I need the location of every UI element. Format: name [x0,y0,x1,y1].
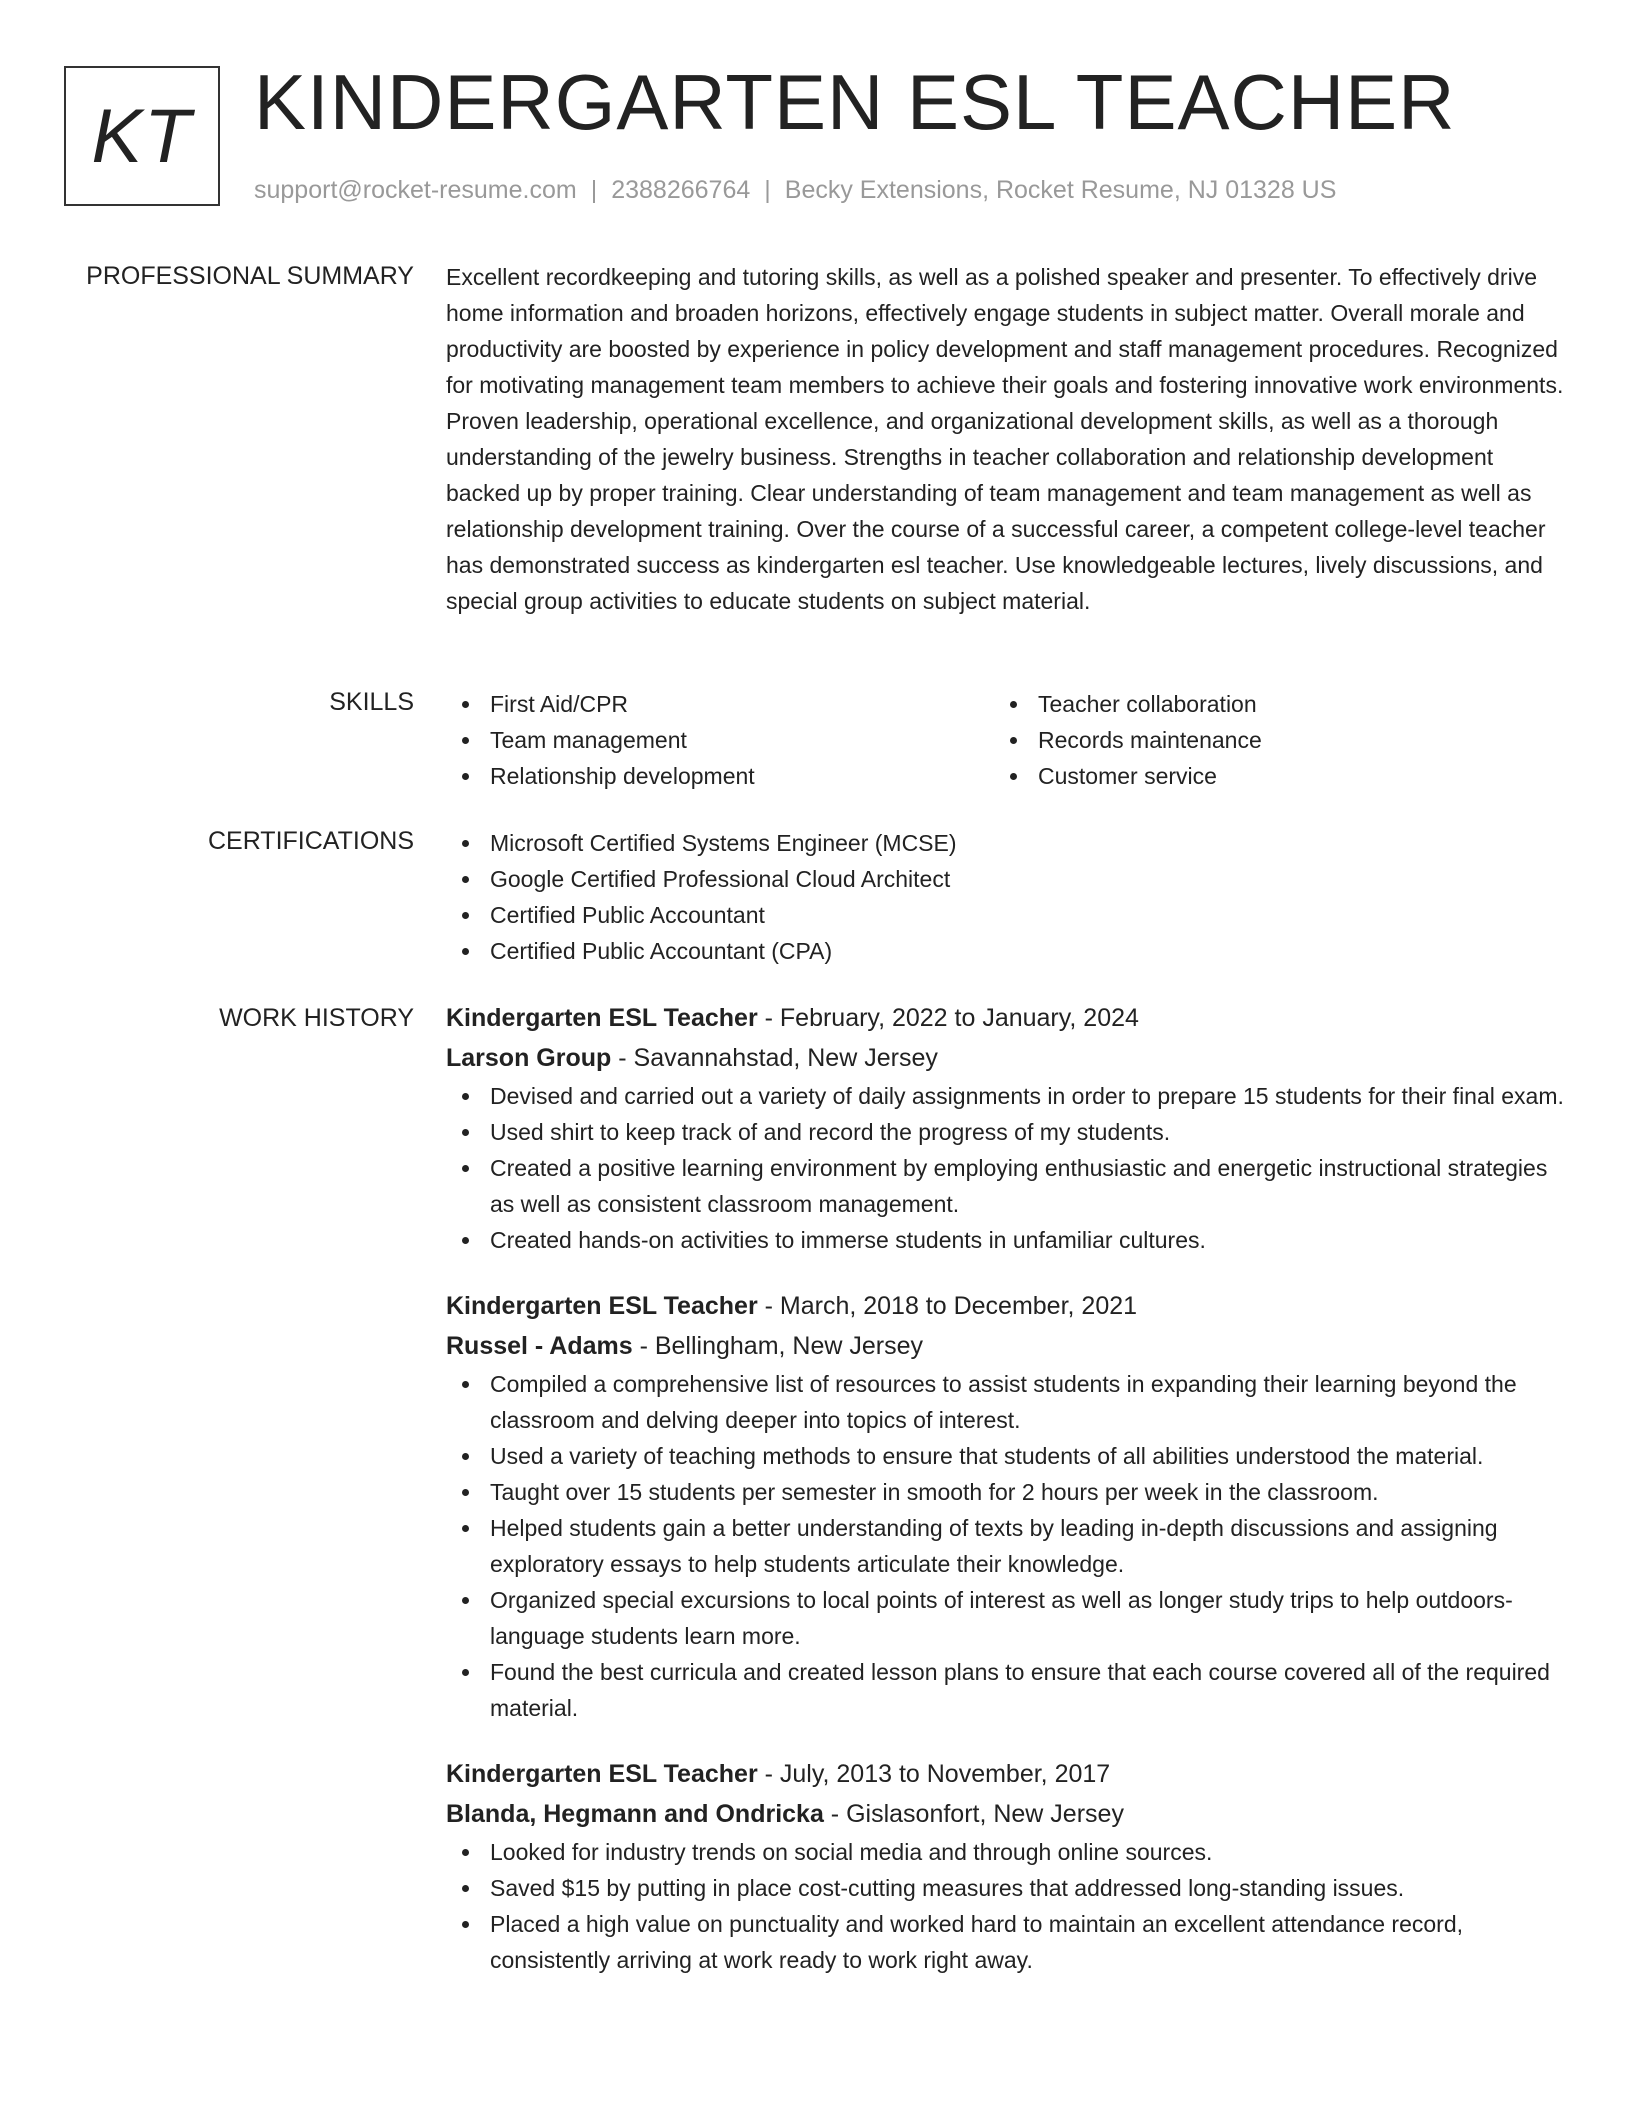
skill-item: First Aid/CPR [446,686,994,722]
certification-item: Google Certified Professional Cloud Architect [446,861,1566,897]
job-title-line [446,1286,1566,1326]
job-bullet: Compiled a comprehensive list of resources to assist students in expanding their learning beyond the classroom and delving deeper into topics of interest. [446,1366,1566,1438]
job-bullet: Placed a high value on punctuality and worked hard to maintain an excellent attendance record, consistently arriving at work ready to work right away. [446,1906,1566,1978]
job-dates: - March, 2018 to December, 2021 [757,1292,1138,1320]
job-bullet: Helped students gain a better understanding of texts by leading in-depth discussions and assigning exploratory essays to help students articulate their knowledge. [446,1510,1566,1582]
job-company: Russel - Adams [446,1332,633,1360]
contact-email[interactable]: support@rocket-resume.com [254,176,577,204]
job-bullet: Devised and carried out a variety of daily assignments in order to prepare 15 students for their final exam. [446,1078,1566,1114]
skill-item: Team management [446,722,994,758]
job-location: - Savannahstad, New Jersey [611,1044,938,1072]
job-bullet: Saved $15 by putting in place cost-cutting measures that addressed long-standing issues. [446,1870,1566,1906]
section-label-certifications: CERTIFICATIONS [207,827,414,855]
job-company-line [446,1326,1566,1366]
certification-item: Microsoft Certified Systems Engineer (MCSE) [446,825,1566,861]
job-title: Kindergarten ESL Teacher [446,1004,758,1032]
job-bullets [446,1078,1566,1258]
skill-item: Customer service [994,758,1542,794]
job-company-line [446,1038,1566,1078]
job-title: Kindergarten ESL Teacher [446,1292,758,1320]
section-label-work-history: WORK HISTORY [219,1004,414,1032]
job-bullet: Created a positive learning environment by employing enthusiastic and energetic instructional strategies as well as consistent classroom management. [446,1150,1566,1222]
skills-column-left [446,686,994,794]
job-company-line [446,1794,1566,1834]
job-entry [446,1754,1566,1978]
job-entry [446,998,1566,1258]
page-title: KINDERGARTEN ESL TEACHER [254,58,1456,146]
skill-item: Relationship development [446,758,994,794]
job-bullets [446,1834,1566,1978]
job-bullet: Used shirt to keep track of and record the progress of my students. [446,1114,1566,1150]
job-bullet: Taught over 15 students per semester in smooth for 2 hours per week in the classroom. [446,1474,1566,1510]
job-title-line [446,998,1566,1038]
certification-item: Certified Public Accountant (CPA) [446,933,1566,969]
job-title: Kindergarten ESL Teacher [446,1760,758,1788]
job-title-line [446,1754,1566,1794]
contact-phone[interactable]: 2388266764 [611,176,751,204]
contact-separator: | [764,176,771,204]
skill-item: Records maintenance [994,722,1542,758]
job-bullet: Found the best curricula and created lesson plans to ensure that each course covered all of the required material. [446,1654,1566,1726]
job-bullet: Looked for industry trends on social media and through online sources. [446,1834,1566,1870]
section-label-summary: PROFESSIONAL SUMMARY [86,262,414,290]
monogram-logo: KT [64,66,220,206]
job-company: Larson Group [446,1044,612,1072]
skills-list [446,686,1566,794]
job-bullet: Organized special excursions to local points of interest as well as longer study trips to help outdoors-language students learn more. [446,1582,1566,1654]
job-bullet: Created hands-on activities to immerse students in unfamiliar cultures. [446,1222,1566,1258]
summary-text: Excellent recordkeeping and tutoring skills, as well as a polished speaker and presenter. To effectively drive home information and broaden horizons, effectively engage students in subject matter. Overall morale and productivity are boosted by experience in policy development and staff management procedures. Recognized for motivating management team members to achieve their goals and fostering innovative work environments. Proven leadership, operational excellence, and organizational development skills, as well as a thorough understanding of the jewelry business. Strengths in teacher collaboration and relationship development backed up by proper training. Clear understanding of team management and team management as well as relationship development training. Over the course of a successful career, a competent college-level teacher has demonstrated success as kindergarten esl teacher. Use knowledgeable lectures, lively discussions, and special group activities to educate students on subject material. [446,264,1564,614]
section-label-skills: SKILLS [329,688,414,716]
job-bullet: Used a variety of teaching methods to ensure that students of all abilities understood the material. [446,1438,1566,1474]
contact-separator: | [590,176,598,204]
skill-item: Teacher collaboration [994,686,1542,722]
job-company: Blanda, Hegmann and Ondricka [446,1800,824,1828]
certification-item: Certified Public Accountant [446,897,1566,933]
job-location: - Gislasonfort, New Jersey [823,1800,1124,1828]
job-dates: - February, 2022 to January, 2024 [757,1004,1139,1032]
job-location: - Bellingham, New Jersey [632,1332,924,1360]
contact-info [254,174,1336,206]
work-history [446,998,1566,2006]
job-dates: - July, 2013 to November, 2017 [757,1760,1111,1788]
certifications-list [446,825,1566,969]
job-bullets [446,1366,1566,1726]
job-entry [446,1286,1566,1726]
skills-column-right [994,686,1542,794]
contact-address: Becky Extensions, Rocket Resume, NJ 01328 US [784,176,1337,204]
